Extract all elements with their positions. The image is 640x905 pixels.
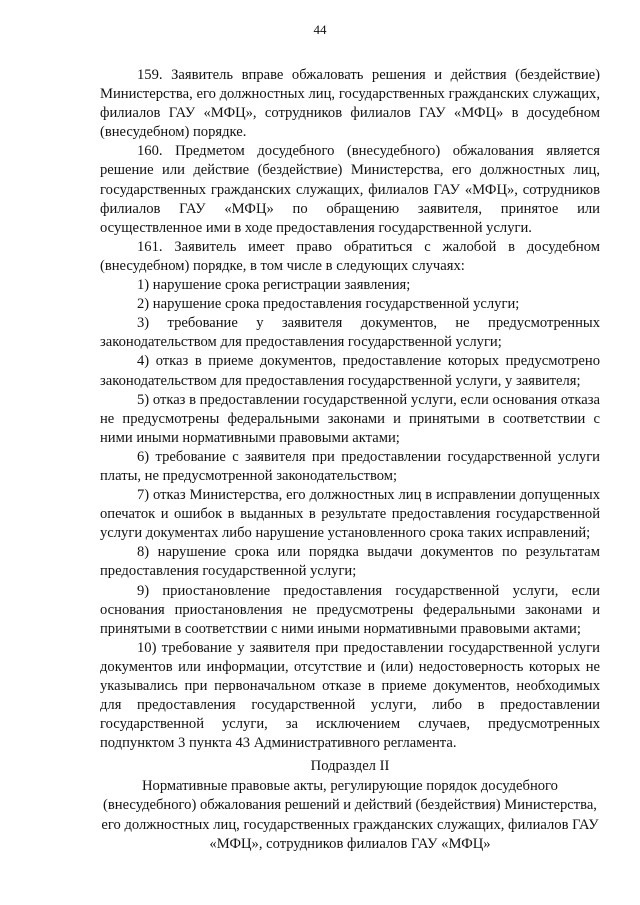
paragraph-160: 160. Предметом досудебного (внесудебного) обжалования является решение или действие (бездействие) Министерства, его должностных лиц, государственных гражданских служащих, филиалов ГАУ «МФЦ», сотрудников филиалов ГАУ «МФЦ» по обращению заявителя, принятое или осуществленное ими в ходе предоставления государственной услуги. [100, 143, 600, 236]
list-item: 4) отказ в приеме документов, предоставление которых предусмотрено законодательством для предоставления государственной услуги, у заявителя; [100, 353, 600, 389]
body-text [100, 66, 600, 753]
paragraph-159: 159. Заявитель вправе обжаловать решения и действия (бездействие) Министерства, его должностных лиц, государственных гражданских служащих, филиалов ГАУ «МФЦ», сотрудников филиалов ГАУ «МФЦ» в досудебном (внесудебном) порядке. [100, 67, 600, 141]
list-item: 8) нарушение срока или порядка выдачи документов по результатам предоставления государственной услуги; [100, 544, 600, 580]
list-item: 10) требование у заявителя при предоставлении государственной услуги документов или информации, отсутствие и (или) недостоверность которых не указывались при первоначальном отказе в приеме документов, необходимых для предоставления государственной услуги, либо в предоставлении государственной услуги, за исключением случаев, предусмотренных подпунктом 3 пункта 43 Административного регламента. [100, 639, 600, 752]
list-item: 9) приостановление предоставления государственной услуги, если основания приостановления не предусмотрены федеральными законами и принятыми в соответствии с ними иными нормативными правовыми актами; [100, 582, 600, 637]
list-item: 1) нарушение срока регистрации заявления; [137, 277, 411, 294]
list-item: 7) отказ Министерства, его должностных лиц в исправлении допущенных опечаток и ошибок в выданных в результате предоставления государственной услуги документах либо нарушение установленного срока таких исправлений; [100, 487, 600, 542]
subsection-heading [100, 757, 600, 854]
page-number: 44 [313, 22, 327, 37]
list-item: 3) требование у заявителя документов, не предусмотренных законодательством для предоставления государственной услуги; [100, 315, 600, 351]
list-item: 2) нарушение срока предоставления государственной услуги; [137, 296, 520, 313]
subsection-label: Подраздел II [310, 758, 390, 774]
list-item: 5) отказ в предоставлении государственной услуги, если основания отказа не предусмотрены федеральными законами и принятыми в соответствии с ними иными нормативными правовыми актами; [100, 391, 600, 446]
list-item: 6) требование с заявителя при предоставлении государственной услуги платы, не предусмотренной законодательством; [100, 448, 600, 484]
subsection-title: Нормативные правовые акты, регулирующие порядок досудебного (внесудебного) обжалования решений и действий (бездействия) Министерства, его должностных лиц, государственных гражданских служащих, филиалов ГАУ «МФЦ», сотрудников филиалов ГАУ «МФЦ» [101, 778, 599, 852]
paragraph-161: 161. Заявитель имеет право обратиться с жалобой в досудебном (внесудебном) порядке, в том числе в следующих случаях: [100, 238, 600, 274]
